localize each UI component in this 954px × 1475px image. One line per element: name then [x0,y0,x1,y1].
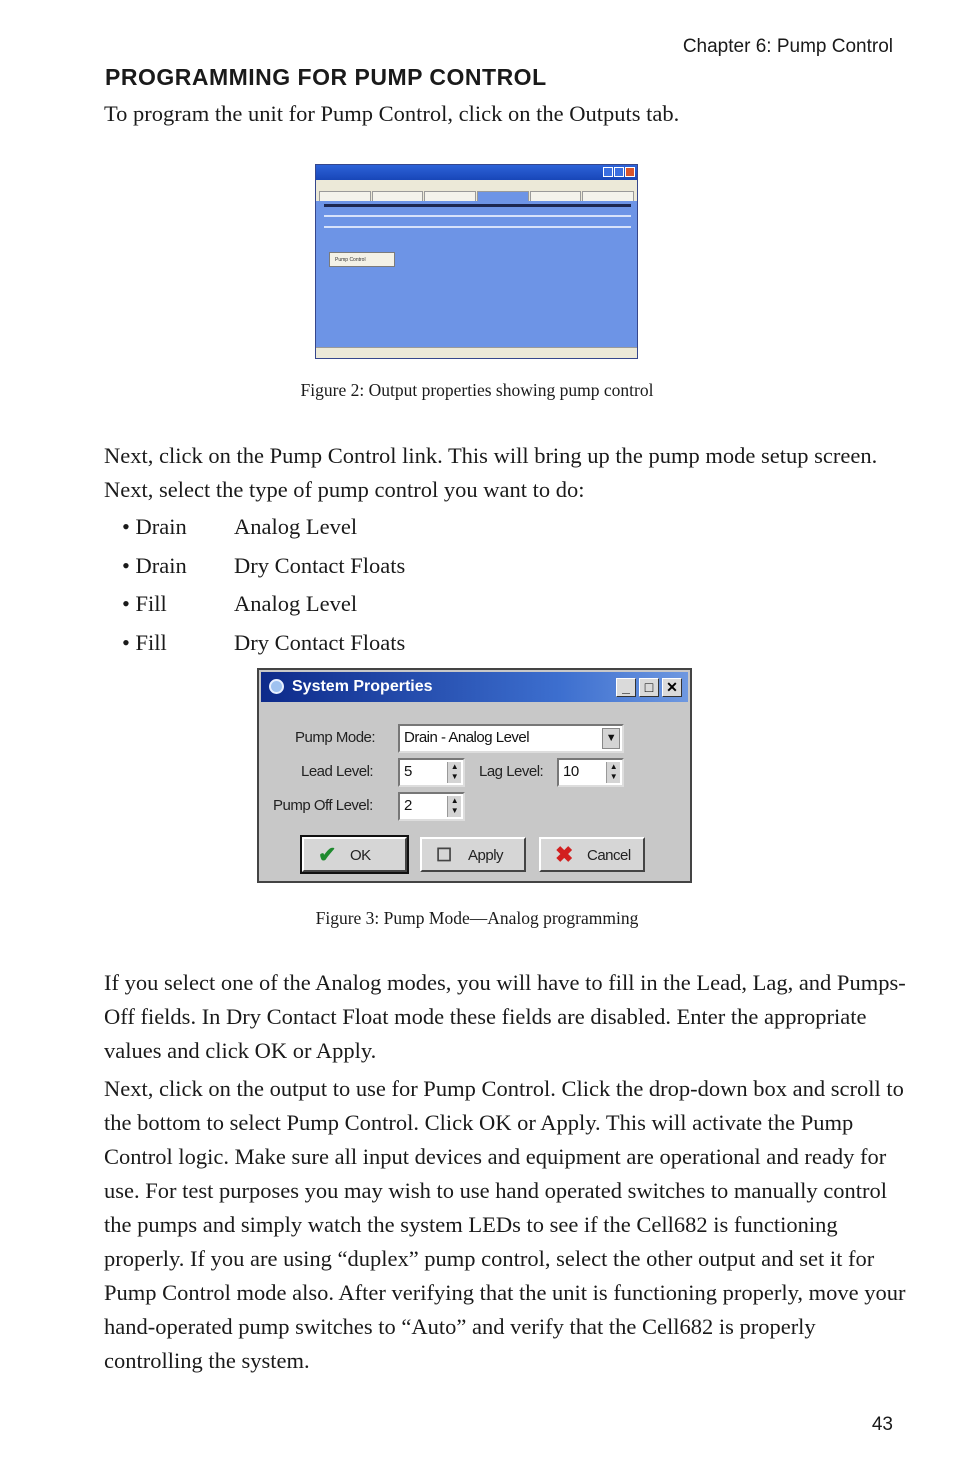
pump-mode-label: Pump Mode: [295,729,376,746]
screenshot-title-bar [316,165,637,180]
pump-control-button: Pump Control [329,252,395,267]
intro-paragraph: To program the unit for Pump Control, click on the Outputs tab. [104,101,680,126]
dialog-title: System Properties [292,678,433,695]
tab [372,191,424,201]
tab [530,191,582,201]
lead-level-value: 5 [404,763,412,780]
ok-button-label: OK [350,847,371,864]
list-item-type: Dry Contact Floats [234,552,406,578]
close-button[interactable]: ✕ [662,678,682,697]
screenshot-content [316,201,637,346]
lead-level-stepper[interactable] [398,758,465,787]
next-paragraph: Next, click on the Pump Control link. This will bring up the pump mode setup screen. Next, select the type of pump control you want to do: [104,443,878,502]
apply-button-label: Apply [468,847,504,864]
list-item-mode: • Fill [122,629,167,655]
pump-off-level-value: 2 [404,797,412,814]
chevron-down-icon[interactable]: ▼ [602,728,620,749]
checkmark-icon: ✔ [318,842,336,867]
maximize-button[interactable]: □ [639,678,659,697]
section-title: PROGRAMMING FOR PUMP CONTROL [105,64,547,90]
minimize-icon [603,167,613,177]
maximize-icon [614,167,624,177]
red-x-icon: ✖ [555,842,573,867]
ok-button[interactable] [302,837,407,872]
outputs-table-header [324,204,631,207]
screenshot-status-bar [316,347,637,358]
list-item-mode: • Drain [122,514,187,539]
cancel-button[interactable] [539,837,645,872]
tab [582,191,634,201]
close-icon [625,167,635,177]
pump-mode-select[interactable] [398,724,624,753]
pump-off-level-label: Pump Off Level: [273,797,373,814]
list-item-type: Dry Contact Floats [234,629,406,655]
system-properties-dialog [257,668,692,883]
list-item-mode: • Drain [122,552,187,578]
app-icon [269,679,284,694]
apply-button[interactable] [420,837,526,872]
spin-arrows-icon[interactable]: ▲ ▼ [447,796,461,817]
pump-off-level-stepper[interactable] [398,792,465,821]
analog-paragraph: If you select one of the Analog modes, you will have to fill in the Lead, Lag, and Pumps-Off fields. In Dry Contact Float mode these fields are disabled. Enter the appropriate values and click OK or Apply. [104,970,906,1063]
list-item-type: Analog Level [234,514,358,539]
table-row [324,226,631,228]
apply-icon: ☐ [436,845,452,865]
page-number: 43 [871,1414,893,1435]
tab-outputs [477,191,529,201]
list-item-type: Analog Level [234,591,358,616]
running-head: Chapter 6: Pump Control [682,36,893,57]
list-item [122,510,405,549]
minimize-button[interactable]: _ [616,678,636,697]
tab [424,191,476,201]
output-properties-screenshot [315,164,638,359]
tab [319,191,371,201]
pump-mode-value: Drain - Analog Level [404,729,530,746]
list-item [122,626,405,665]
cancel-button-label: Cancel [587,847,631,864]
figure3-caption: Figure 3: Pump Mode—Analog programming [315,908,639,928]
figure2-caption: Figure 2: Output properties showing pump control [300,380,654,400]
screenshot-menu-bar [316,180,637,190]
dialog-title-bar [261,672,688,702]
pump-type-list [122,510,405,664]
lag-level-label: Lag Level: [479,763,544,780]
screenshot-tabs [316,190,637,201]
lead-level-label: Lead Level: [301,763,374,780]
output-paragraph: Next, click on the output to use for Pump Control. Click the drop-down box and scroll to the bottom to select Pump Control. Click OK or Apply. This will activate the Pump Control logic. Make sure all input devices and equipment are operational and ready for use. For test purposes you may wish to use hand operated switches to manually control the pumps and simply watch the system LEDs to see if the Cell682 is functioning properly. If you are using “duplex” pump control, select the other output and set it for Pump Control mode also. After verifying that the unit is functioning properly, move your hand-operated pump switches to “Auto” and verify that the Cell682 is properly controlling the system. [104,1076,906,1373]
lag-level-stepper[interactable] [557,758,624,787]
spin-arrows-icon[interactable]: ▲ ▼ [606,762,620,783]
list-item [122,587,405,626]
list-item [122,549,405,588]
lag-level-value: 10 [563,763,579,780]
table-row [324,215,631,217]
list-item-mode: • Fill [122,591,167,616]
spin-arrows-icon[interactable]: ▲ ▼ [447,762,461,783]
